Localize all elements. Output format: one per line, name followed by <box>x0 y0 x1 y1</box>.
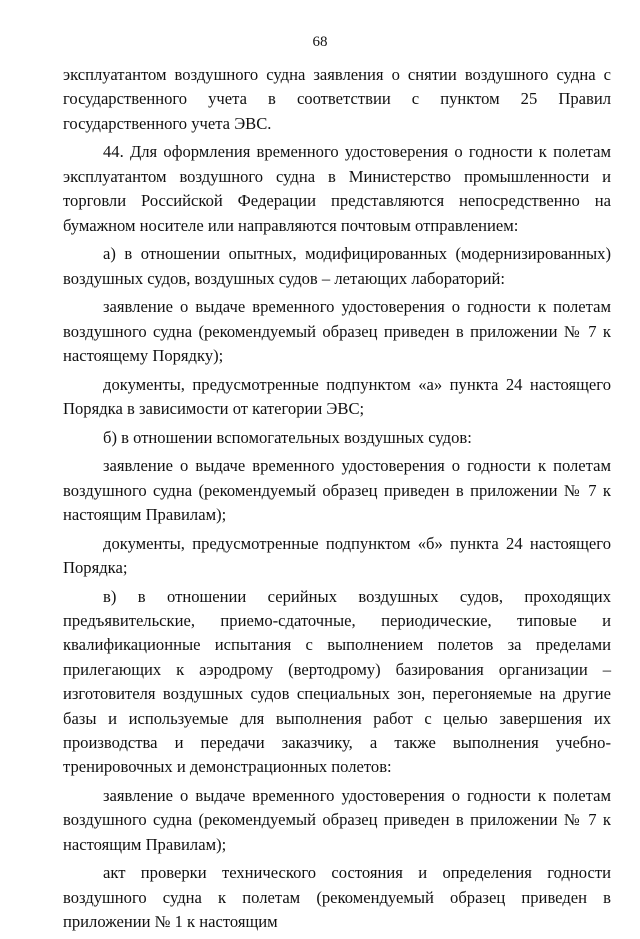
page-number: 68 <box>312 34 328 50</box>
paragraph-documents-b: документы, предусмотренные подпунктом «б» пункта 24 настоящего Порядка; <box>63 533 611 578</box>
paragraph-application-b: заявление о выдаче временного удостоверения о годности к полетам воздушного судна (рекомендуемый образец приведен в приложении № 7 к настоящим Правилам); <box>63 456 611 525</box>
paragraph-item-44: 44. Для оформления временного удостоверения о годности к полетам эксплуатантом воздушного судна в Министерство промышленности и торговли Российской Федерации представляются непосредственно на бумажном носителе или направляются почтовым отправлением: <box>63 142 611 235</box>
paragraph-application-v: заявление о выдаче временного удостоверения о годности к полетам воздушного судна (рекомендуемый образец приведен в приложении № 7 к настоящим Правилам); <box>63 786 611 854</box>
paragraph-subitem-v: в) в отношении серийных воздушных судов, проходящих предъявительские, приемо-сдаточные, периодические, типовые и квалификационные испытания с выполнением полетов за пределами прилегающих к аэродрому (вертодрому) базирования организации – изготовителя воздушных судов специальных зон, перегоняемые на другие базы и используемые для выполнения работ с целью завершения их производства и передачи заказчику, а также выполнения учебно-тренировочных и демонстрационных полетов: <box>63 586 611 777</box>
paragraph-inspection-act: акт проверки технического состояния и определения годности воздушного судна к полетам (рекомендуемый образец приведен в приложении № 1 к настоящим <box>63 863 611 932</box>
paragraph-subitem-b: б) в отношении вспомогательных воздушных судов: <box>103 427 472 447</box>
paragraph-documents-a: документы, предусмотренные подпунктом «а» пункта 24 настоящего Порядка в зависимости от категории ЭВС; <box>63 374 611 419</box>
paragraph-continuation: эксплуатантом воздушного судна заявления о снятии воздушного судна с государственного учета в соответствии с пунктом 25 Правил государственного учета ЭВС. <box>63 65 611 133</box>
paragraph-application-a: заявление о выдаче временного удостоверения о годности к полетам воздушного судна (рекомендуемый образец приведен в приложении № 7 к настоящему Порядку); <box>63 297 611 366</box>
document-body <box>63 63 611 939</box>
paragraph-subitem-a: а) в отношении опытных, модифицированных (модернизированных) воздушных судов, воздушных судов – летающих лабораторий: <box>63 244 611 288</box>
